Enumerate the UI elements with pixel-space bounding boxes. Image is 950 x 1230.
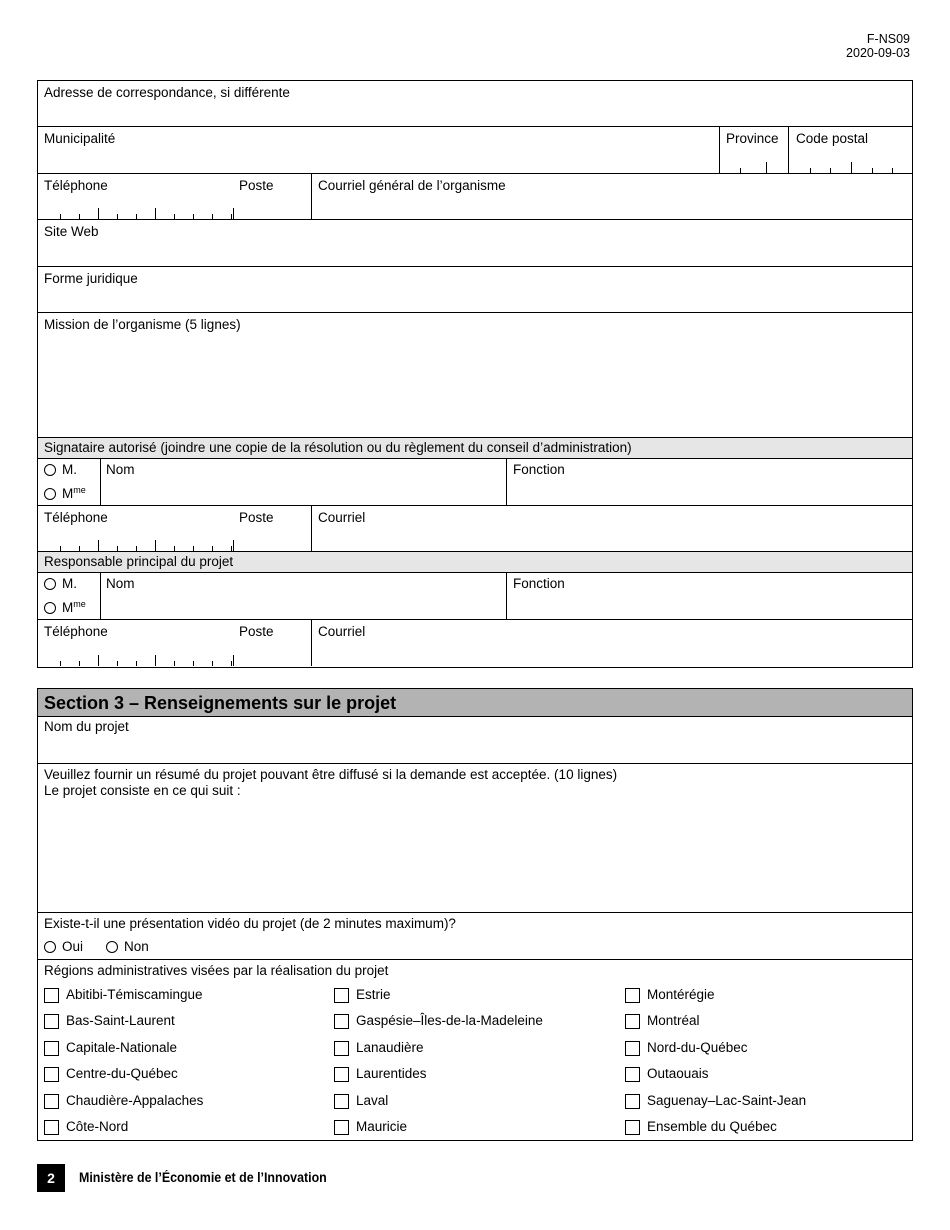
municipality-label: Municipalité — [44, 131, 116, 146]
radio-icon — [44, 578, 56, 590]
manager-name-row — [38, 573, 912, 620]
radio-icon — [44, 602, 56, 614]
manager-mr-radio[interactable] — [44, 576, 77, 591]
region-label: Abitibi-Témiscamingue — [66, 987, 203, 1002]
phone-email-row — [38, 174, 912, 220]
project-name-label: Nom du projet — [44, 719, 129, 734]
checkbox-icon — [44, 1094, 59, 1109]
summary-label: Veuillez fournir un résumé du projet pouvant être diffusé si la demande est acceptée. (10 lignes) — [44, 767, 618, 782]
region-label: Centre-du-Québec — [66, 1066, 178, 1082]
form-number: F-NS09 — [866, 32, 910, 46]
checkbox-icon — [625, 1041, 640, 1056]
manager-mrs-radio[interactable] — [44, 599, 86, 615]
signatory-email-label: Courriel — [318, 510, 366, 525]
radio-icon — [106, 941, 118, 953]
checkbox-icon — [334, 1120, 349, 1135]
checkbox-icon — [625, 988, 640, 1003]
phone-label: Téléphone — [44, 178, 108, 193]
region-label: Saguenay–Lac-Saint-Jean — [647, 1092, 807, 1108]
video-question-row — [38, 913, 912, 960]
checkbox-icon — [334, 1067, 349, 1082]
checkbox-icon — [625, 1014, 640, 1029]
manager-header — [38, 552, 912, 573]
regions-label: Régions administratives visées par la réalisation du projet — [44, 963, 389, 978]
region-label: Lanaudière — [356, 1039, 424, 1055]
mrs-label: M — [62, 600, 74, 615]
mission-field[interactable] — [38, 313, 912, 438]
regions-row — [38, 960, 912, 1140]
address-field[interactable] — [38, 81, 912, 127]
province-label: Province — [726, 131, 779, 146]
checkbox-icon — [44, 988, 59, 1003]
region-label: Montérégie — [647, 987, 715, 1002]
checkbox-icon — [44, 1067, 59, 1082]
region-label: Chaudière-Appalaches — [66, 1092, 204, 1108]
project-name-field[interactable] — [38, 717, 912, 764]
postal-code-label: Code postal — [796, 131, 869, 146]
organization-contact-box — [37, 80, 913, 668]
signatory-mrs-radio[interactable] — [44, 485, 86, 501]
checkbox-icon — [625, 1067, 640, 1082]
signatory-title: Signataire autorisé (joindre une copie de la résolution ou du règlement du conseil d’administration) — [44, 440, 632, 455]
checkbox-icon — [44, 1041, 59, 1056]
yes-label: Oui — [62, 939, 84, 954]
manager-ext-label: Poste — [239, 624, 274, 639]
mr-label: M. — [62, 462, 77, 477]
region-label: Estrie — [356, 987, 391, 1002]
manager-name-label: Nom — [106, 576, 135, 591]
checkbox-icon — [334, 988, 349, 1003]
radio-icon — [44, 488, 56, 500]
website-label: Site Web — [44, 224, 99, 239]
legal-form-label: Forme juridique — [44, 271, 138, 286]
mission-label: Mission de l’organisme (5 lignes) — [44, 317, 241, 332]
checkbox-icon — [44, 1014, 59, 1029]
mrs-label: M — [62, 486, 74, 501]
region-label: Laurentides — [356, 1066, 427, 1082]
signatory-header — [38, 438, 912, 459]
form-code — [846, 32, 910, 60]
page-number: 2 — [37, 1164, 65, 1192]
manager-phone-label: Téléphone — [44, 624, 108, 639]
video-question: Existe-t-il une présentation vidéo du projet (de 2 minutes maximum)? — [44, 916, 456, 931]
summary-intro: Le projet consiste en ce qui suit : — [44, 783, 241, 798]
checkbox-icon — [334, 1014, 349, 1029]
address-label: Adresse de correspondance, si différente — [44, 85, 290, 100]
mrs-suffix: me — [73, 485, 86, 495]
region-label: Montréal — [647, 1013, 700, 1029]
signatory-ext-label: Poste — [239, 510, 274, 525]
signatory-name-label: Nom — [106, 462, 135, 477]
no-label: Non — [124, 939, 149, 954]
checkbox-icon — [334, 1041, 349, 1056]
ext-label: Poste — [239, 178, 274, 193]
radio-icon — [44, 464, 56, 476]
ministry-name: Ministère de l’Économie et de l’Innovation — [79, 1170, 327, 1185]
checkbox-icon — [625, 1120, 640, 1135]
region-label: Nord-du-Québec — [647, 1039, 748, 1055]
mrs-suffix: me — [73, 599, 86, 609]
video-no-radio[interactable] — [106, 939, 149, 954]
region-label: Outaouais — [647, 1066, 709, 1082]
signatory-name-row — [38, 459, 912, 506]
region-label: Ensemble du Québec — [647, 1119, 777, 1134]
form-date: 2020-09-03 — [846, 46, 910, 60]
checkbox-icon — [334, 1094, 349, 1109]
region-label: Capitale-Nationale — [66, 1039, 178, 1055]
manager-email-label: Courriel — [318, 624, 366, 639]
manager-phone-row — [38, 620, 912, 666]
municipality-row — [38, 127, 912, 174]
website-field[interactable] — [38, 220, 912, 267]
signatory-phone-label: Téléphone — [44, 510, 108, 525]
region-label: Mauricie — [356, 1119, 408, 1134]
checkbox-icon — [44, 1120, 59, 1135]
project-summary-field[interactable] — [38, 764, 912, 913]
region-label: Gaspésie–Îles-de-la-Madeleine — [356, 1013, 543, 1029]
signatory-mr-radio[interactable] — [44, 462, 77, 477]
region-label: Côte-Nord — [66, 1119, 129, 1134]
video-yes-radio[interactable] — [44, 939, 83, 954]
region-label: Bas-Saint-Laurent — [66, 1013, 175, 1029]
signatory-function-label: Fonction — [513, 462, 565, 477]
radio-icon — [44, 941, 56, 953]
manager-title: Responsable principal du projet — [44, 554, 234, 569]
general-email-label: Courriel général de l’organisme — [318, 178, 506, 193]
section-3-title: Section 3 – Renseignements sur le projet — [38, 689, 912, 717]
section-3-box — [37, 688, 913, 1141]
checkbox-icon — [625, 1094, 640, 1109]
mr-label: M. — [62, 576, 77, 591]
region-label: Laval — [356, 1092, 389, 1108]
signatory-phone-row — [38, 506, 912, 552]
manager-function-label: Fonction — [513, 576, 565, 591]
legal-form-field[interactable] — [38, 267, 912, 313]
